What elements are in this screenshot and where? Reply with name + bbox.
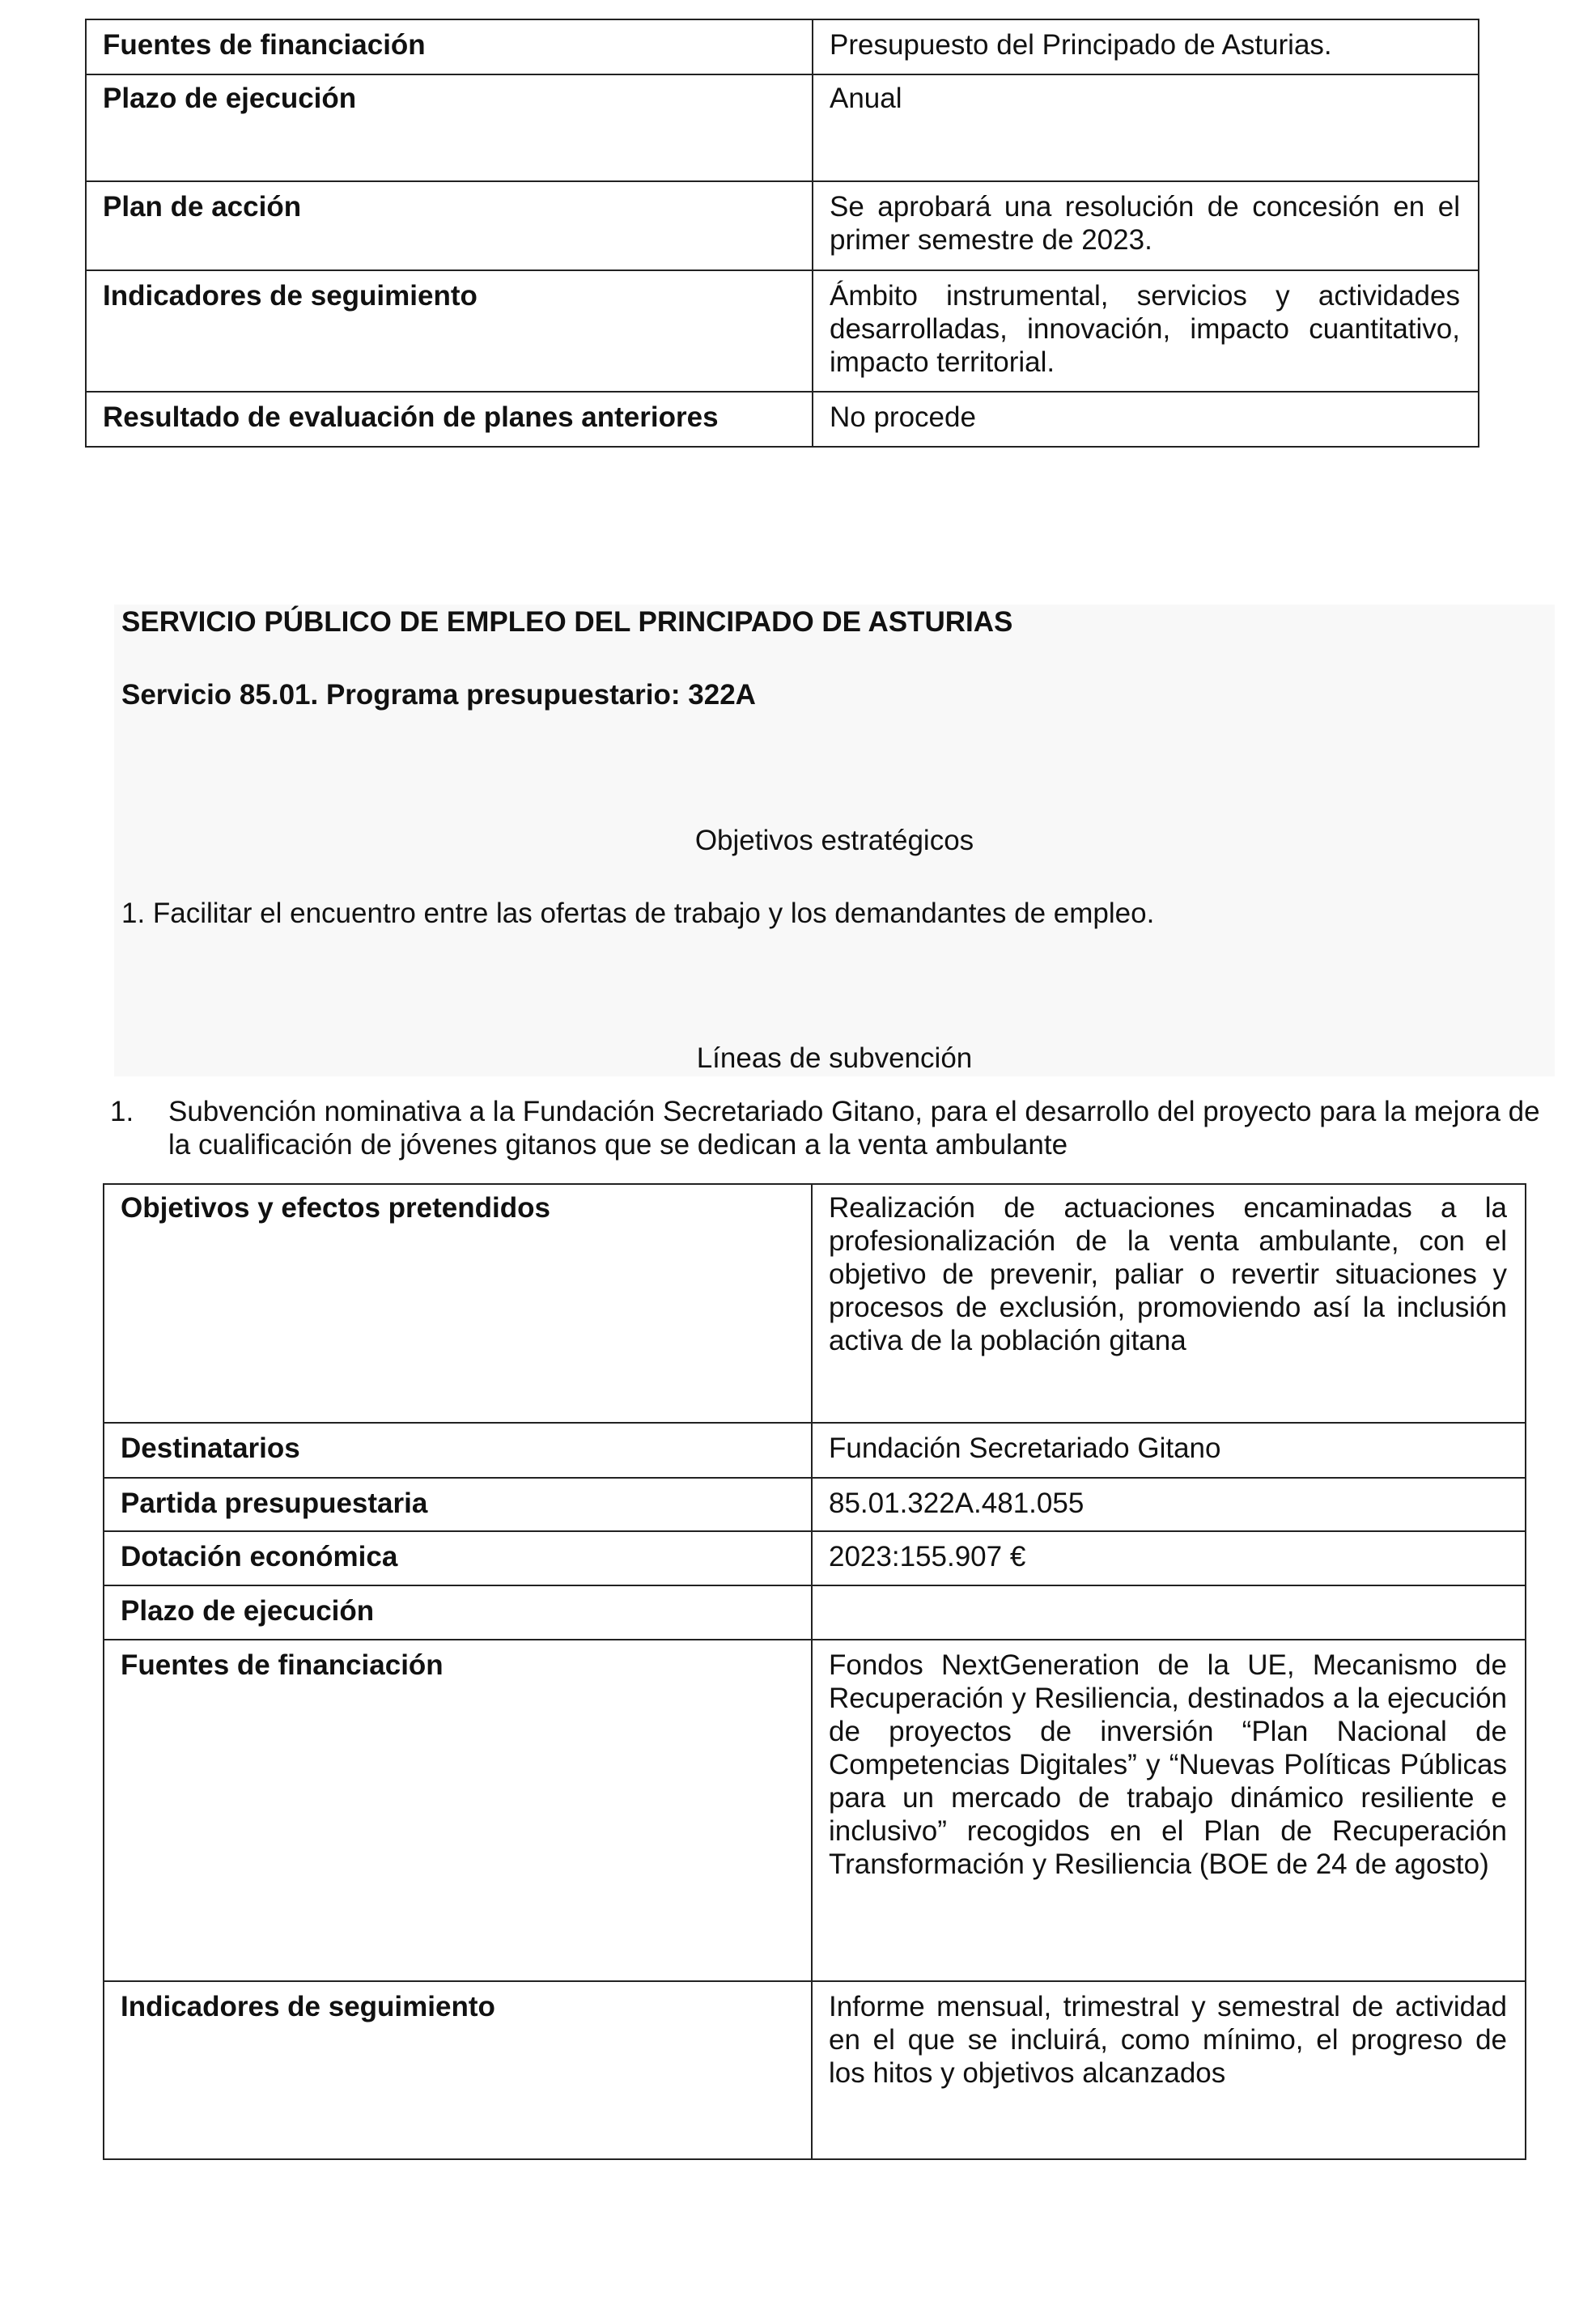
section-entity-title: SERVICIO PÚBLICO DE EMPLEO DEL PRINCIPADO DE ASTURIAS [121,606,1013,638]
row-label: Dotación económica [104,1531,812,1585]
objective-item: 1. Facilitar el encuentro entre las ofertas de trabajo y los demandantes de empleo. [121,898,1155,929]
table-row [104,1478,1526,1531]
row-label: Plazo de ejecución [86,74,813,181]
row-value: Ámbito instrumental, servicios y actividades desarrolladas, innovación, impacto cuantitativo, impacto territorial. [813,270,1479,392]
table-row [86,270,1479,392]
table-row [104,1640,1526,1981]
table-top [85,19,1479,448]
row-label: Destinatarios [104,1423,812,1478]
row-value: No procede [813,392,1479,447]
row-label: Indicadores de seguimiento [86,270,813,392]
row-value: Anual [813,74,1479,181]
row-label: Plazo de ejecución [104,1585,812,1640]
table-row [104,1423,1526,1478]
row-value: Presupuesto del Principado de Asturias. [813,19,1479,74]
section-service-title: Servicio 85.01. Programa presupuestario: 322A [121,679,756,711]
table-row [86,181,1479,270]
row-value [812,1585,1526,1640]
row-label: Partida presupuestaria [104,1478,812,1531]
row-label: Fuentes de financiación [86,19,813,74]
table-row [104,1585,1526,1640]
table-bottom [103,1183,1526,2160]
row-label: Indicadores de seguimiento [104,1981,812,2159]
table-row [104,1531,1526,1585]
objectives-heading: Objetivos estratégicos [694,825,974,856]
row-label: Objetivos y efectos pretendidos [104,1184,812,1423]
row-label: Plan de acción [86,181,813,270]
row-value: 85.01.322A.481.055 [812,1478,1526,1531]
table-row [104,1184,1526,1423]
row-label: Resultado de evaluación de planes anteriores [86,392,813,447]
table-row [86,392,1479,447]
row-label: Fuentes de financiación [104,1640,812,1981]
row-value: 2023:155.907 € [812,1531,1526,1585]
row-value: Fondos NextGeneration de la UE, Mecanismo de Recuperación y Resiliencia, destinados a la ejecución de proyectos de inversión “Plan Nacional de Competencias Digitales” y “Nuevas Políticas Públicas para un mercado de trabajo dinámico resiliente e inclusivo” recogidos en el Plan de Recuperación Transformación y Resiliencia (BOE de 24 de agosto) [812,1640,1526,1981]
table-row [86,19,1479,74]
list-number: 1. [110,1096,134,1127]
row-value: Fundación Secretariado Gitano [812,1423,1526,1478]
subsidy-line-text: Subvención nominativa a la Fundación Secretariado Gitano, para el desarrollo del proyecto para la mejora de la cualificación de jóvenes gitanos que se dedican a la venta ambulante [168,1096,1540,1161]
table-row [104,1981,1526,2159]
table-row [86,74,1479,181]
row-value: Se aprobará una resolución de concesión en el primer semestre de 2023. [813,181,1479,270]
row-value: Informe mensual, trimestral y semestral de actividad en el que se incluirá, como mínimo, el progreso de los hitos y objetivos alcanzados [812,1981,1526,2159]
row-value: Realización de actuaciones encaminadas a la profesionalización de la venta ambulante, con el objetivo de prevenir, paliar o revertir situaciones y procesos de exclusión, promoviendo así la inclusión activa de la población gitana [812,1184,1526,1423]
lines-heading: Líneas de subvención [696,1042,973,1074]
